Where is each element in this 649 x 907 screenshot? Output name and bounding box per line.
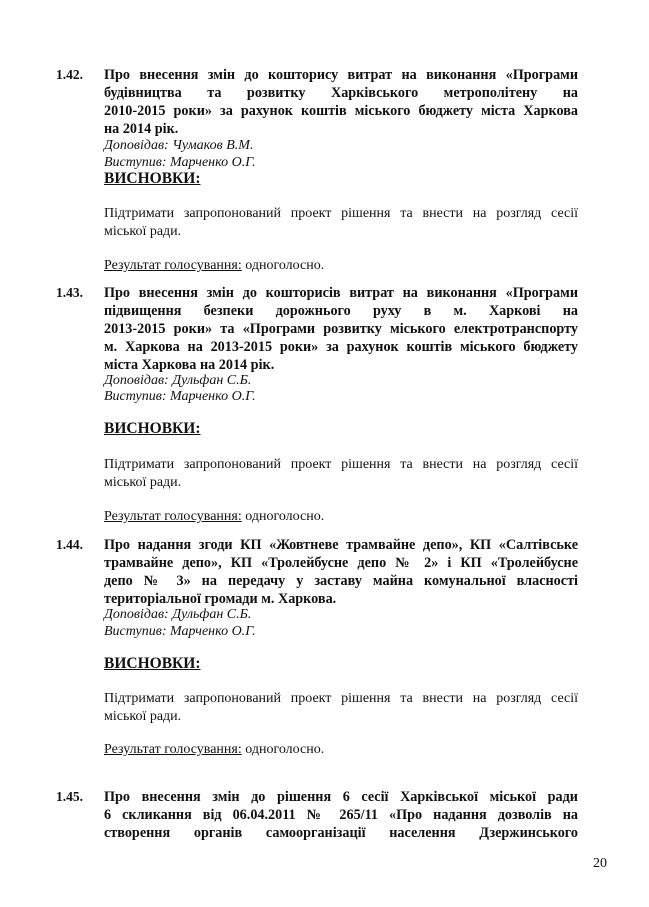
vote-result [104,742,324,758]
vote-result [104,509,324,525]
conclusions-heading: ВИСНОВКИ: [104,420,201,437]
vote-value: одноголосно. [241,742,325,757]
item-title [104,536,578,608]
title-line: м. Харкова на 2013-2015 роки» за рахунок коштів міського бюджету [104,339,578,355]
vote-value: одноголосно. [241,509,325,524]
vote-label: Результат голосування: [104,742,242,757]
title-line: Про внесення змін до рішення 6 сесії Харківської міської ради [104,789,578,805]
item-number: 1.44. [56,537,83,552]
speaker-line: Доповідав: Дульфан С.Б. [104,373,252,388]
item-number: 1.43. [56,285,83,300]
conclusions-heading: ВИСНОВКИ: [104,170,201,187]
item-title [104,66,578,138]
conclusion-line: міської ради. [104,709,182,724]
conclusion-line: Підтримати запропонований проект рішення та внести на розгляд сесії [104,206,578,221]
title-line: створення органів самоорганізації населення Дзержинського [104,825,578,841]
title-line: територіальної громади м. Харкова. [104,591,337,607]
title-line: 2013-2015 роки» та «Програми розвитку міського електротранспорту [104,321,578,337]
conclusion-line: міської ради. [104,475,182,490]
vote-value: одноголосно. [241,258,325,273]
page-number: 20 [593,856,607,871]
conclusion-text [104,456,578,492]
title-line: міста Харкова на 2014 рік. [104,357,275,373]
conclusion-line: міської ради. [104,224,182,239]
title-line: Про внесення змін до кошторису витрат на виконання «Програми [104,67,578,83]
speaker-line: Доповідав: Чумаков В.М. [104,138,254,153]
spoke-line: Виступив: Марченко О.Г. [104,389,256,404]
item-number: 1.42. [56,67,83,82]
title-line: Про внесення змін до кошторисів витрат на виконання «Програми [104,285,578,301]
conclusion-line: Підтримати запропонований проект рішення та внести на розгляд сесії [104,691,578,706]
speaker-line: Доповідав: Дульфан С.Б. [104,607,252,622]
spoke-line: Виступив: Марченко О.Г. [104,624,256,639]
title-line: 6 скликання від 06.04.2011 № 265/11 «Про надання дозволів на [104,807,578,823]
conclusion-text [104,690,578,726]
title-line: будівництва та розвитку Харківського метрополітену на [104,85,578,101]
vote-label: Результат голосування: [104,258,242,273]
conclusion-line: Підтримати запропонований проект рішення та внести на розгляд сесії [104,457,578,472]
title-line: 2010-2015 роки» за рахунок коштів міського бюджету міста Харкова [104,103,578,119]
title-line: депо № 3» на передачу у заставу майна комунальної власності [104,573,578,589]
vote-result [104,258,324,274]
title-line: Про надання згоди КП «Жовтневе трамвайне депо», КП «Салтівське [104,537,578,553]
title-line: трамвайне депо», КП «Тролейбусне депо № 2» і КП «Тролейбусне [104,555,578,571]
item-number: 1.45. [56,789,83,804]
spoke-line: Виступив: Марченко О.Г. [104,155,256,170]
item-title [104,284,578,374]
conclusions-heading: ВИСНОВКИ: [104,655,201,672]
title-line: на 2014 рік. [104,121,179,137]
vote-label: Результат голосування: [104,509,242,524]
item-title [104,788,578,842]
conclusion-text [104,205,578,241]
title-line: підвищення безпеки дорожнього руху в м. Харкові на [104,303,578,319]
